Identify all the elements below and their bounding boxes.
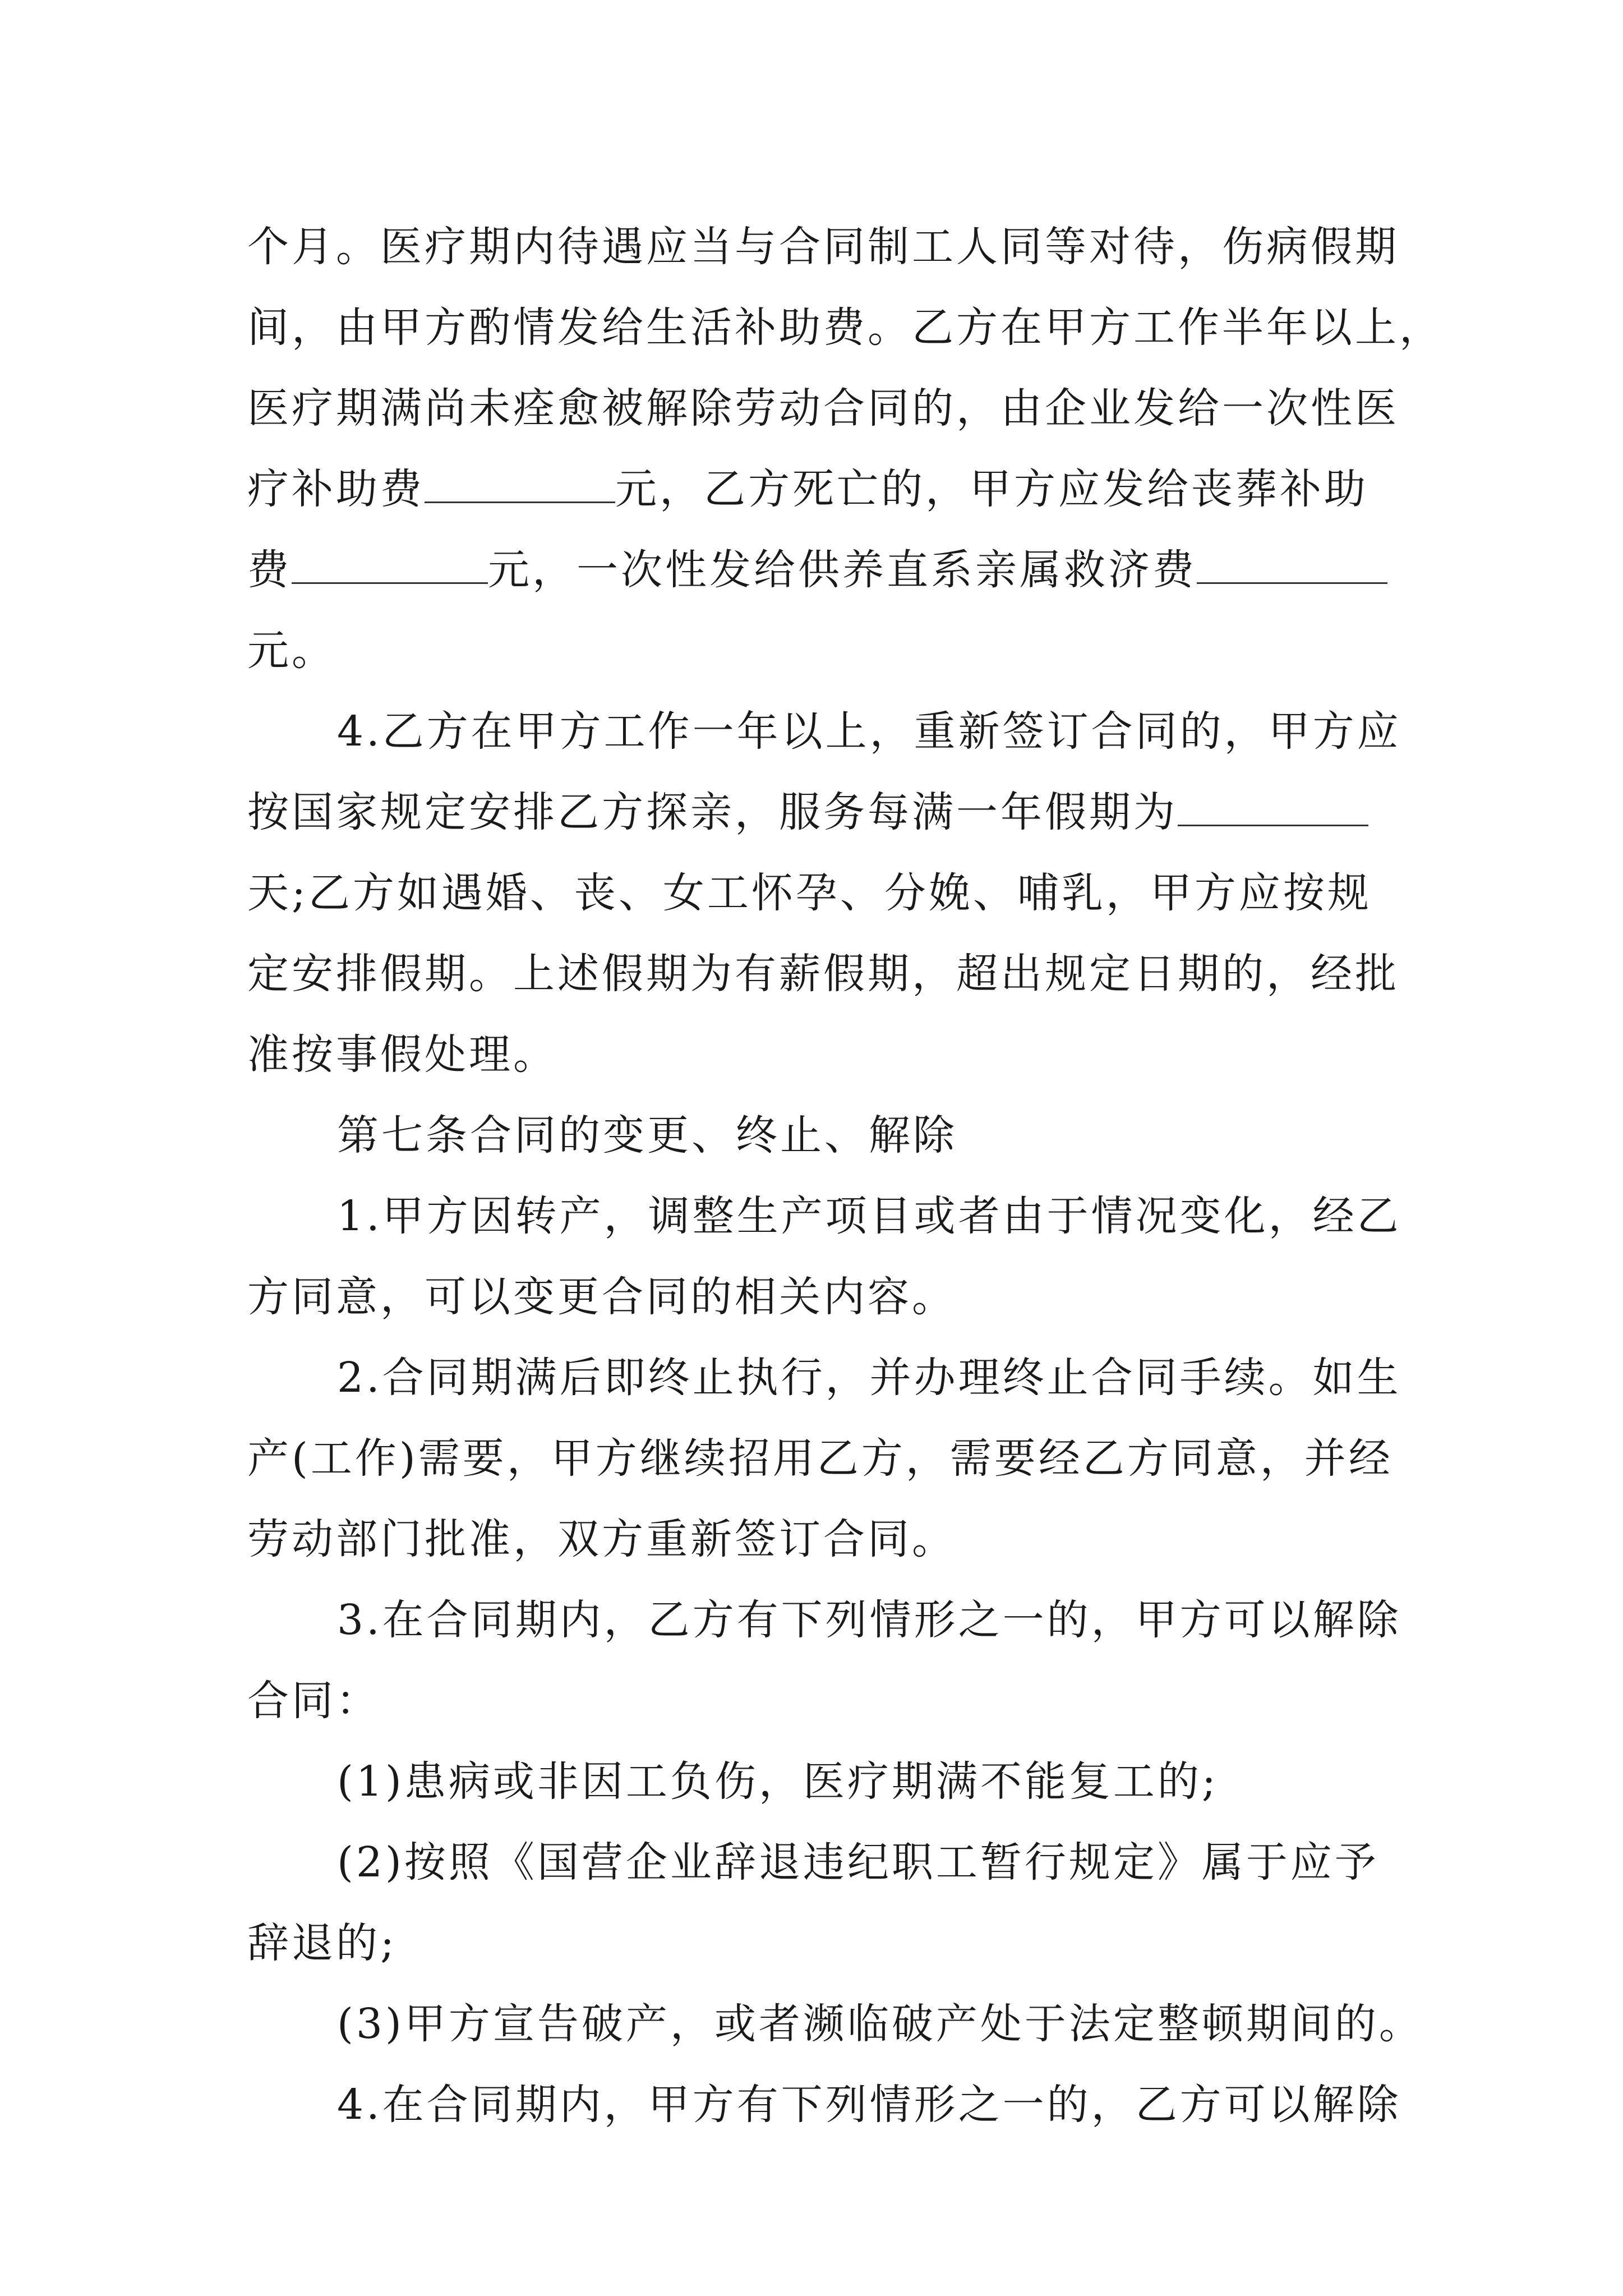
item4-line1 (247, 2064, 1401, 2145)
text-span: 方同意，可以变更合同的相关内容。 (247, 1273, 956, 1321)
para2-line5 (247, 1014, 1391, 1095)
para2-line3 (247, 853, 1391, 933)
para1-line5 (247, 530, 1391, 610)
text-span: 合同： (247, 1677, 380, 1725)
article7-heading (247, 1095, 1391, 1176)
text-span: 元。 (247, 627, 336, 675)
text-span: 4.在合同期内，甲方有下列情形之一的，乙方可以解除 (337, 2081, 1401, 2129)
text-span: 疗补助费 (247, 465, 425, 513)
text-span: 医疗期满尚未痊愈被解除劳动合同的，由企业发给一次性医 (247, 384, 1399, 432)
funeral-subsidy-blank (292, 540, 488, 584)
text-span: 产(工作)需要，甲方继续招用乙方，需要经乙方同意，并经 (247, 1434, 1393, 1483)
para1-line1 (247, 206, 1399, 287)
item2-line3 (247, 1499, 1391, 1580)
medical-subsidy-blank (425, 459, 615, 503)
text-span: 第七条合同的变更、终止、解除 (337, 1111, 957, 1159)
item1-line1 (247, 1176, 1401, 1257)
text-span: 元，一次性发给供养直系亲属救济费 (488, 546, 1197, 594)
para1-line3 (247, 368, 1399, 449)
text-span: 3.在合同期内，乙方有下列情形之一的，甲方可以解除 (337, 1596, 1401, 1644)
text-span: 按国家规定安排乙方探亲，服务每满一年假期为 (247, 788, 1178, 836)
item3-line2 (247, 1660, 1391, 1741)
relief-fee-blank (1197, 540, 1387, 584)
para1-line6 (247, 610, 1391, 691)
para2-line1 (247, 691, 1401, 772)
sub1-line (247, 1741, 1391, 1822)
para1-line2 (247, 287, 1444, 368)
para2-line4 (247, 933, 1399, 1014)
document-body (247, 206, 1444, 2145)
text-span: (3)甲方宣告破产，或者濒临破产处于法定整顿期间的。 (337, 2000, 1423, 2048)
sub2-line2 (247, 1903, 1391, 1984)
text-span: 定安排假期。上述假期为有薪假期，超出规定日期的，经批 (247, 950, 1399, 998)
text-span: 个月。医疗期内待遇应当与合同制工人同等对待，伤病假期 (247, 223, 1399, 271)
sub3-line (247, 1984, 1423, 2064)
text-span: 2.合同期满后即终止执行，并办理终止合同手续。如生 (337, 1354, 1401, 1402)
text-span: 1.甲方因转产，调整生产项目或者由于情况变化，经乙 (337, 1192, 1401, 1240)
item2-line2 (247, 1418, 1391, 1499)
text-span: 费 (247, 546, 292, 594)
text-span: 劳动部门批准，双方重新签订合同。 (247, 1515, 956, 1563)
item1-line2 (247, 1257, 1391, 1337)
text-span: 准按事假处理。 (247, 1030, 557, 1079)
text-span: 4.乙方在甲方工作一年以上，重新签订合同的，甲方应 (337, 707, 1401, 756)
text-span: 元，乙方死亡的，甲方应发给丧葬补助 (615, 465, 1368, 513)
item2-line1 (247, 1337, 1401, 1418)
text-span: (1)患病或非因工负伤，医疗期满不能复工的; (337, 1757, 1219, 1806)
text-span: 辞退的; (247, 1919, 397, 1967)
text-span: (2)按照《国营企业辞退违纪职工暂行规定》属于应予 (337, 1838, 1379, 1887)
para1-line4 (247, 449, 1391, 530)
text-span: 天;乙方如遇婚、丧、女工怀孕、分娩、哺乳，甲方应按规 (247, 869, 1372, 917)
leave-days-blank (1178, 782, 1368, 826)
item3-line1 (247, 1580, 1401, 1660)
para2-line2 (247, 772, 1391, 853)
text-span: 间，由甲方酌情发给生活补助费。乙方在甲方工作半年以上， (247, 303, 1444, 352)
sub2-line1 (247, 1822, 1391, 1903)
